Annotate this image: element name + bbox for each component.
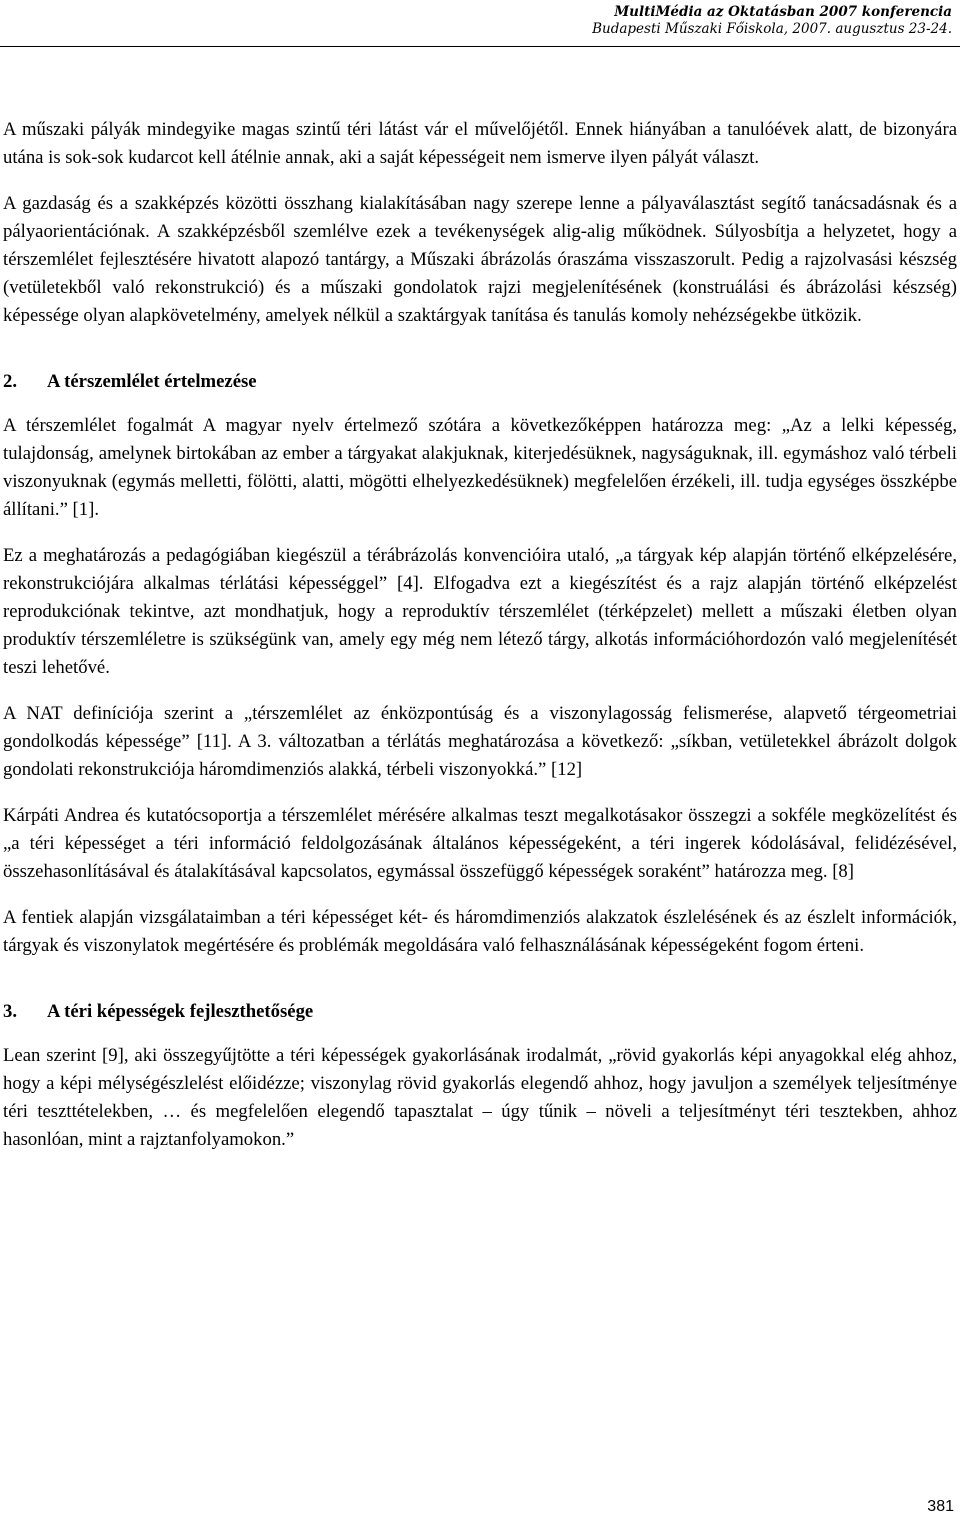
paragraph-nat: A NAT definíciója szerint a „térszemlélet az énközpontúság és a viszonylagosság felismerése, alapvető térgeometriai gondolkodás képessége” [11]. A 3. változatban a térlátás meghatározása a következő: „síkban, vetületekkel ábrázolt dolgok gondolati rekonstrukciója háromdimenziós alakká, térbeli viszonyokká.” [12]	[3, 703, 957, 780]
running-header	[592, 4, 952, 38]
conference-title: MultiMédia az Oktatásban 2007 konferencia	[614, 4, 952, 20]
paragraph-pedagogy: Ez a meghatározás a pedagógiában kiegészül a térábrázolás konvencióira utaló, „a tárgyak kép alapján történő elképzelésére, rekonstrukciójára alkalmas térlátási képességgel” [4]. Elfogadva ezt a kiegészítést és a rajz alapján történő elképzelést reprodukciónak tekintve, azt mondhatjuk, hogy a reproduktív térszemlélet (térképzelet) mellett a műszaki életben olyan produktív térszemléletre is szükségünk van, amely egy még nem létező tárgy, alkotás információhordozón való megjelenítését teszi lehetővé.	[3, 545, 957, 678]
header-rule	[0, 46, 960, 47]
section-number: 2.	[3, 371, 18, 392]
section-title: A téri képességek fejleszthetősége	[47, 1001, 314, 1022]
paragraph-intro-1: A műszaki pályák mindegyike magas szintű téri látást vár el művelőjétől. Ennek hiányában a tanulóévek alatt, de bizonyára utána is sok-sok kudarcot kell átélnie annak, aki a saját képességeit nem ismerve ilyen pályát választ.	[3, 119, 957, 168]
conference-venue-date: Budapesti Műszaki Főiskola, 2007. augusztus 23-24.	[592, 21, 952, 37]
paragraph-definition: A térszemlélet fogalmát A magyar nyelv értelmező szótára a következőképpen határozza meg: „Az a lelki képesség, tulajdonság, amelynek birtokában az ember a tárgyakat alakjuknak, kiterjedésüknek, nagyságuknak, ill. egymáshoz való térbeli viszonyuknak (egymás melletti, fölötti, alatti, mögötti elhelyezkedésüknek) megfelelően érzékeli, ill. tudja egységes összképbe állítani.” [1].	[3, 415, 957, 520]
section-heading-2	[3, 368, 957, 396]
page-body	[3, 116, 957, 1154]
paragraph-intro-2: A gazdaság és a szakképzés közötti összhang kialakításában nagy szerepe lenne a pályaválasztást segítő tanácsadásnak és a pályaorientációnak. A szakképzésből szemlélve ezek a tevékenységek alig-alig működnek. Súlyosbítja a helyzetet, hogy a térszemlélet fejlesztésére hivatott alapozó tantárgy, a Műszaki ábrázolás óraszáma visszaszorult. Pedig a rajzolvasási készség (vetületekből való rekonstrukció) és a műszaki gondolatok rajzi megjelenítésének (konstruálási és ábrázolási készség) képessége olyan alapkövetelmény, amelyek nélkül a szaktárgyak tanítása és tanulás komoly nehézségekbe ütközik.	[3, 193, 957, 326]
paragraph-karpati: Kárpáti Andrea és kutatócsoportja a térszemlélet mérésére alkalmas teszt megalkotásakor összegzi a sokféle megközelítést és „a téri képességet a téri információ feldolgozásának általános képességeként, a téri ingerek kódolásával, felidézésével, összehasonlításával és átalakításával kapcsolatos, egymással összefüggő képességek soraként” határozza meg. [8]	[3, 805, 957, 882]
section-number: 3.	[3, 1001, 18, 1022]
page-number: 381	[927, 1498, 954, 1515]
section-heading-3	[3, 998, 957, 1026]
section-title: A térszemlélet értelmezése	[47, 371, 257, 392]
paragraph-summary: A fentiek alapján vizsgálataimban a téri képességet két- és háromdimenziós alakzatok észlelésének és az észlelt információk, tárgyak és viszonylatok megértésére és problémák megoldására való felhasználásának képességeként fogom érteni.	[3, 907, 957, 956]
paragraph-lean: Lean szerint [9], aki összegyűjtötte a téri képességek gyakorlásának irodalmát, „rövid gyakorlás képi anyagokkal elég ahhoz, hogy a képi mélységészlelést előidézze; viszonylag rövid gyakorlás elegendő ahhoz, hogy javuljon a személyek teljesítménye téri teszttételekben, … és megfelelően elegendő tapasztalat – úgy tűnik – növeli a teljesítményt téri tesztekben, ahhoz hasonlóan, mint a rajztanfolyamokon.”	[3, 1045, 957, 1150]
